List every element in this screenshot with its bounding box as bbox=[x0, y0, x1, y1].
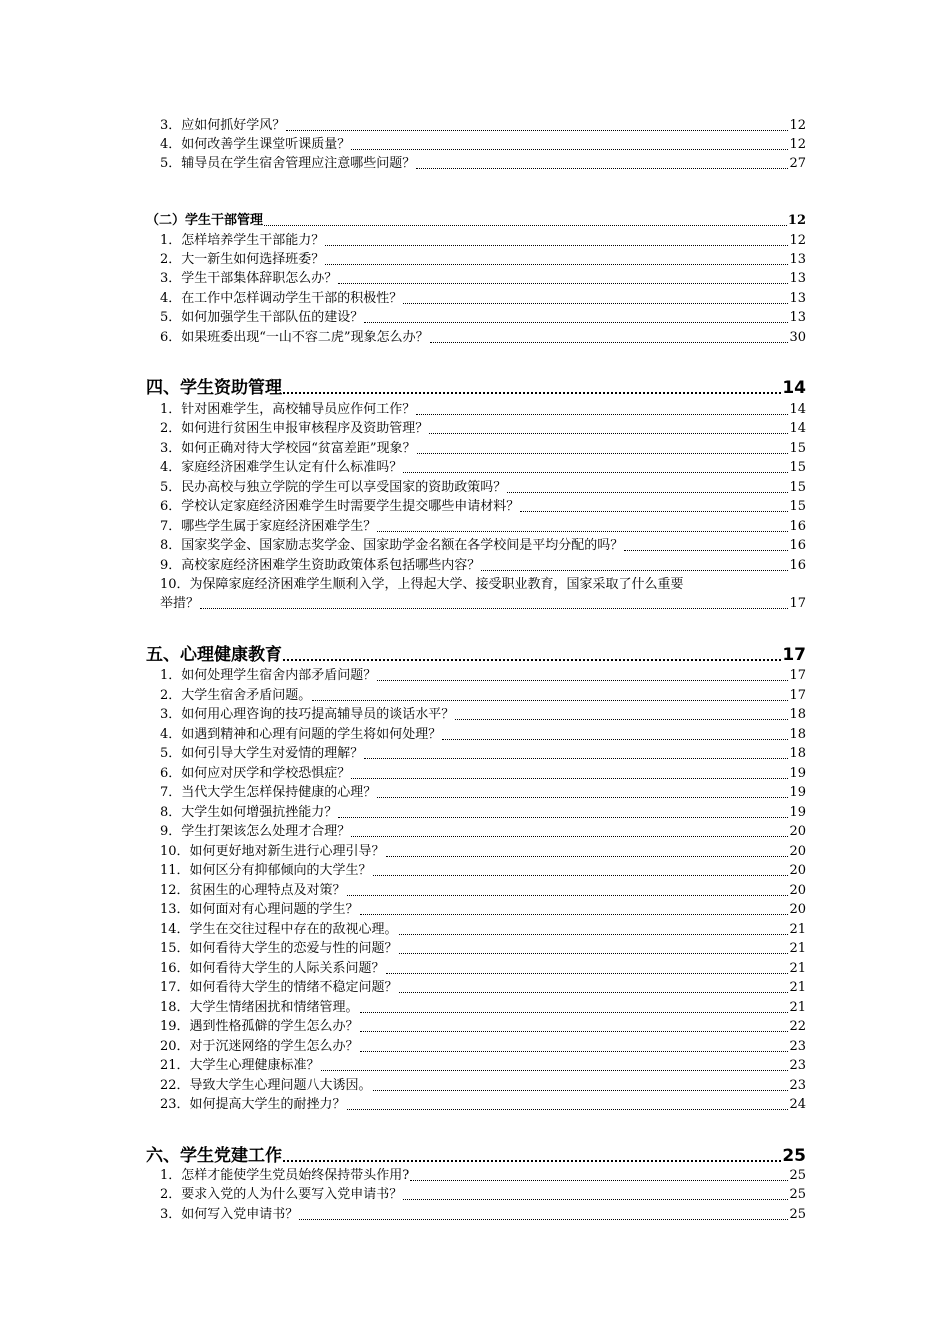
dot-leader bbox=[373, 875, 789, 876]
toc-entry[interactable] bbox=[160, 686, 806, 705]
entry-number: 4． bbox=[160, 291, 182, 306]
entry-page: 14 bbox=[789, 402, 806, 417]
entry-page: 13 bbox=[789, 271, 806, 286]
entry-page: 12 bbox=[789, 233, 806, 248]
toc-entry[interactable] bbox=[160, 881, 806, 900]
entry-number: 5． bbox=[160, 746, 182, 761]
entry-title: 如何用心理咨询的技巧提高辅导员的谈话水平？ bbox=[181, 707, 455, 722]
entry-number: 17． bbox=[160, 980, 190, 995]
toc-entry[interactable] bbox=[160, 900, 806, 919]
section-title: 五、心理健康教育 bbox=[146, 645, 282, 665]
entry-number: 2． bbox=[160, 1187, 182, 1202]
entry-title: 如何加强学生干部队伍的建设？ bbox=[181, 310, 364, 325]
toc-entry[interactable] bbox=[160, 231, 806, 250]
entry-number: 5． bbox=[160, 156, 182, 171]
entry-title: 对于沉迷网络的学生怎么办？ bbox=[189, 1039, 359, 1054]
toc-entry[interactable] bbox=[160, 803, 806, 822]
toc-subsection-heading[interactable] bbox=[146, 211, 806, 231]
entry-title: 如果班委出现“一山不容二虎”现象怎么办？ bbox=[181, 330, 429, 345]
entry-title: 怎样培养学生干部能力？ bbox=[181, 233, 325, 248]
entry-title: 辅导员在学生宿舍管理应注意哪些问题？ bbox=[181, 156, 416, 171]
entry-title: 学生在交往过程中存在的敌视心理。 bbox=[189, 922, 398, 937]
toc-entry[interactable] bbox=[160, 439, 806, 458]
toc-entry[interactable] bbox=[160, 842, 806, 861]
dot-leader bbox=[403, 303, 788, 304]
toc-entry[interactable] bbox=[160, 939, 806, 958]
entry-page: 15 bbox=[789, 480, 806, 495]
dot-leader bbox=[481, 570, 788, 571]
entry-page: 25 bbox=[789, 1187, 806, 1202]
entry-number: 15． bbox=[160, 941, 190, 956]
toc-entry[interactable] bbox=[160, 725, 806, 744]
entry-page: 16 bbox=[789, 519, 806, 534]
toc-entry[interactable] bbox=[160, 959, 806, 978]
dot-leader bbox=[347, 1109, 789, 1110]
dot-leader bbox=[399, 934, 789, 935]
entry-number: 1． bbox=[160, 233, 182, 248]
dot-leader bbox=[264, 225, 787, 226]
entry-title: 如何进行贫困生申报审核程序及资助管理？ bbox=[181, 421, 429, 436]
entry-number: 2． bbox=[160, 688, 182, 703]
entry-page: 25 bbox=[789, 1168, 806, 1183]
entry-title: 如何处理学生宿舍内部矛盾问题？ bbox=[181, 668, 377, 683]
dot-leader bbox=[351, 149, 788, 150]
dot-leader bbox=[399, 953, 789, 954]
entry-page: 21 bbox=[789, 922, 806, 937]
entry-number: 12． bbox=[160, 883, 190, 898]
section-title: 四、学生资助管理 bbox=[146, 378, 282, 398]
toc-entry[interactable] bbox=[160, 458, 806, 477]
entry-number: 5． bbox=[160, 480, 182, 495]
entry-title: 如何区分有抑郁倾向的大学生？ bbox=[189, 863, 372, 878]
entry-number: 22． bbox=[160, 1078, 190, 1093]
dot-leader bbox=[430, 342, 789, 343]
entry-title: 如何改善学生课堂听课质量？ bbox=[181, 137, 351, 152]
entry-page: 30 bbox=[789, 330, 806, 345]
entry-number: 7． bbox=[160, 785, 182, 800]
entry-title: 大学生如何增强抗挫能力？ bbox=[181, 805, 338, 820]
toc-entry[interactable] bbox=[160, 705, 806, 724]
entry-page: 13 bbox=[789, 291, 806, 306]
dot-leader bbox=[377, 531, 788, 532]
toc-entry-wrapped[interactable] bbox=[160, 575, 806, 613]
subsection-title: （二）学生干部管理 bbox=[146, 213, 264, 228]
dot-leader bbox=[321, 1070, 789, 1071]
dot-leader bbox=[360, 1012, 789, 1013]
entry-page: 15 bbox=[789, 460, 806, 475]
entry-page: 24 bbox=[789, 1097, 806, 1112]
section-page: 25 bbox=[782, 1146, 806, 1166]
toc-entry[interactable] bbox=[160, 1037, 806, 1056]
toc-section-heading[interactable] bbox=[146, 1144, 806, 1168]
entry-page: 12 bbox=[789, 137, 806, 152]
toc-entry[interactable] bbox=[160, 666, 806, 685]
entry-number: 9． bbox=[160, 558, 182, 573]
entry-number: 13． bbox=[160, 902, 190, 917]
entry-title: 大学生宿舍矛盾问题。 bbox=[181, 688, 312, 703]
entry-title: 如何应对厌学和学校恐惧症？ bbox=[181, 766, 351, 781]
entry-number: 20． bbox=[160, 1039, 190, 1054]
entry-number: 3． bbox=[160, 118, 182, 133]
toc-entry[interactable] bbox=[160, 1166, 806, 1185]
entry-page: 23 bbox=[789, 1058, 806, 1073]
entry-page: 21 bbox=[789, 980, 806, 995]
dot-leader bbox=[283, 392, 781, 394]
entry-title: 如何看待大学生的情绪不稳定问题？ bbox=[189, 980, 398, 995]
dot-leader bbox=[455, 719, 788, 720]
entry-title: 应如何抓好学风？ bbox=[181, 118, 286, 133]
entry-page: 14 bbox=[789, 421, 806, 436]
entry-title: 如何提高大学生的耐挫力？ bbox=[189, 1097, 346, 1112]
entry-title: 高校家庭经济困难学生资助政策体系包括哪些内容？ bbox=[181, 558, 481, 573]
dot-leader bbox=[520, 511, 788, 512]
entry-page: 18 bbox=[789, 707, 806, 722]
toc-entry[interactable] bbox=[160, 920, 806, 939]
entry-title: 民办高校与独立学院的学生可以享受国家的资助政策吗？ bbox=[181, 480, 507, 495]
entry-number: 5． bbox=[160, 310, 182, 325]
entry-number: 16． bbox=[160, 961, 190, 976]
toc-entry[interactable] bbox=[160, 269, 806, 288]
dot-leader bbox=[403, 1199, 788, 1200]
dot-leader bbox=[200, 608, 788, 609]
dot-leader bbox=[364, 322, 788, 323]
entry-title: 家庭经济困难学生认定有什么标准吗？ bbox=[181, 460, 403, 475]
dot-leader bbox=[347, 895, 789, 896]
entry-title: 大学生心理健康标准？ bbox=[189, 1058, 320, 1073]
entry-number: 3． bbox=[160, 441, 182, 456]
dot-leader bbox=[429, 433, 788, 434]
toc-entry[interactable] bbox=[160, 116, 806, 135]
entry-number: 7． bbox=[160, 519, 182, 534]
entry-page: 15 bbox=[789, 499, 806, 514]
entry-number: 1． bbox=[160, 402, 182, 417]
entry-number: 14． bbox=[160, 922, 190, 937]
entry-page: 18 bbox=[789, 727, 806, 742]
dot-leader bbox=[364, 758, 788, 759]
entry-number: 11． bbox=[160, 863, 190, 878]
entry-page: 16 bbox=[789, 538, 806, 553]
entry-title: 导致大学生心理问题八大诱因。 bbox=[189, 1078, 372, 1093]
toc-entry[interactable] bbox=[160, 135, 806, 154]
entry-page: 13 bbox=[789, 252, 806, 267]
entry-page: 20 bbox=[789, 863, 806, 878]
dot-leader bbox=[360, 1031, 789, 1032]
entry-page: 23 bbox=[789, 1039, 806, 1054]
entry-page: 17 bbox=[789, 668, 806, 683]
entry-number: 3． bbox=[160, 707, 182, 722]
dot-leader bbox=[377, 797, 788, 798]
entry-number: 23． bbox=[160, 1097, 190, 1112]
dot-leader bbox=[410, 1180, 788, 1181]
entry-number: 4． bbox=[160, 460, 182, 475]
dot-leader bbox=[299, 1219, 788, 1220]
entry-title: 针对困难学生，高校辅导员应作何工作？ bbox=[181, 402, 416, 417]
entry-page: 21 bbox=[789, 1000, 806, 1015]
entry-page: 15 bbox=[789, 441, 806, 456]
entry-number: 21． bbox=[160, 1058, 190, 1073]
dot-leader bbox=[507, 492, 788, 493]
entry-page: 20 bbox=[789, 883, 806, 898]
entry-title: 要求入党的人为什么要写入党申请书？ bbox=[181, 1187, 403, 1202]
dot-leader bbox=[351, 836, 788, 837]
entry-page: 19 bbox=[789, 805, 806, 820]
entry-number: 9． bbox=[160, 824, 182, 839]
dot-leader bbox=[386, 973, 789, 974]
entry-title: 国家奖学金、国家励志奖学金、国家助学金名额在各学校间是平均分配的吗？ bbox=[181, 538, 624, 553]
toc-entry[interactable] bbox=[160, 289, 806, 308]
entry-title: 怎样才能使学生党员始终保持带头作用? bbox=[181, 1168, 410, 1183]
dot-leader bbox=[338, 283, 788, 284]
toc-entry[interactable] bbox=[160, 154, 806, 173]
dot-leader bbox=[624, 550, 788, 551]
toc-entry[interactable] bbox=[160, 1056, 806, 1075]
dot-leader bbox=[338, 817, 788, 818]
entry-number: 3． bbox=[160, 271, 182, 286]
dot-leader bbox=[360, 914, 789, 915]
entry-page: 18 bbox=[789, 746, 806, 761]
toc-entry[interactable] bbox=[160, 328, 806, 347]
entry-page: 27 bbox=[789, 156, 806, 171]
entry-title: 遇到性格孤僻的学生怎么办？ bbox=[189, 1019, 359, 1034]
toc-entry[interactable] bbox=[160, 517, 806, 536]
entry-number: 2． bbox=[160, 421, 182, 436]
toc-entry[interactable] bbox=[160, 861, 806, 880]
entry-title: 如何更好地对新生进行心理引导？ bbox=[189, 844, 385, 859]
toc-entry[interactable] bbox=[160, 1205, 806, 1224]
entry-title: 在工作中怎样调动学生干部的积极性？ bbox=[181, 291, 403, 306]
entry-title: 如何引导大学生对爱情的理解？ bbox=[181, 746, 364, 761]
section-page: 17 bbox=[782, 645, 806, 665]
entry-title: 学生打架该怎么处理才合理？ bbox=[181, 824, 351, 839]
subsection-page: 12 bbox=[787, 213, 806, 228]
entry-page: 21 bbox=[789, 961, 806, 976]
entry-number: 3． bbox=[160, 1207, 182, 1222]
section-page: 14 bbox=[782, 378, 806, 398]
dot-leader bbox=[416, 414, 788, 415]
section-title: 六、学生党建工作 bbox=[146, 1146, 282, 1166]
entry-title: 贫困生的心理特点及对策？ bbox=[189, 883, 346, 898]
toc-entry[interactable] bbox=[160, 1095, 806, 1114]
entry-page: 12 bbox=[789, 118, 806, 133]
dot-leader bbox=[312, 700, 788, 701]
dot-leader bbox=[325, 264, 788, 265]
toc-entry[interactable] bbox=[160, 536, 806, 555]
toc-entry[interactable] bbox=[160, 822, 806, 841]
entry-number: 6． bbox=[160, 330, 182, 345]
toc-entry[interactable] bbox=[160, 478, 806, 497]
entry-title-line1: 10．为保障家庭经济困难学生顺利入学，上得起大学、接受职业教育，国家采取了什么重要 bbox=[160, 577, 684, 592]
toc-entry[interactable] bbox=[160, 764, 806, 783]
toc-entry[interactable] bbox=[160, 308, 806, 327]
entry-title: 大一新生如何选择班委？ bbox=[181, 252, 325, 267]
entry-number: 6． bbox=[160, 499, 182, 514]
entry-number: 4． bbox=[160, 137, 182, 152]
entry-title: 如遇到精神和心理有问题的学生将如何处理？ bbox=[181, 727, 442, 742]
entry-page: 19 bbox=[789, 766, 806, 781]
entry-number: 1． bbox=[160, 668, 182, 683]
dot-leader bbox=[283, 1160, 781, 1162]
entry-page: 13 bbox=[789, 310, 806, 325]
entry-page: 17 bbox=[789, 596, 806, 611]
entry-number: 6． bbox=[160, 766, 182, 781]
entry-page: 17 bbox=[789, 688, 806, 703]
entry-number: 18． bbox=[160, 1000, 190, 1015]
dot-leader bbox=[377, 680, 788, 681]
toc-entry[interactable] bbox=[160, 1076, 806, 1095]
dot-leader bbox=[373, 1090, 789, 1091]
dot-leader bbox=[403, 472, 788, 473]
dot-leader bbox=[386, 856, 789, 857]
toc-entry[interactable] bbox=[160, 400, 806, 419]
entry-page: 19 bbox=[789, 785, 806, 800]
entry-page: 20 bbox=[789, 844, 806, 859]
toc-entry[interactable] bbox=[160, 556, 806, 575]
toc-entry[interactable] bbox=[160, 744, 806, 763]
entry-title: 学校认定家庭经济困难学生时需要学生提交哪些申请材料？ bbox=[181, 499, 520, 514]
entry-title: 如何写入党申请书？ bbox=[181, 1207, 299, 1222]
toc-entry[interactable] bbox=[160, 250, 806, 269]
entry-number: 2． bbox=[160, 252, 182, 267]
dot-leader bbox=[286, 130, 788, 131]
entry-title: 如何看待大学生的人际关系问题？ bbox=[189, 961, 385, 976]
toc-entry[interactable] bbox=[160, 1017, 806, 1036]
dot-leader bbox=[417, 453, 789, 454]
toc-entry[interactable] bbox=[160, 978, 806, 997]
toc-section-heading[interactable] bbox=[146, 376, 806, 400]
entry-page: 16 bbox=[789, 558, 806, 573]
entry-number: 8． bbox=[160, 538, 182, 553]
entry-page: 22 bbox=[789, 1019, 806, 1034]
dot-leader bbox=[416, 168, 788, 169]
toc-entry[interactable] bbox=[160, 998, 806, 1017]
entry-title: 当代大学生怎样保持健康的心理？ bbox=[181, 785, 377, 800]
entry-page: 21 bbox=[789, 941, 806, 956]
entry-number: 19． bbox=[160, 1019, 190, 1034]
entry-title: 大学生情绪困扰和情绪管理。 bbox=[189, 1000, 359, 1015]
entry-title: 哪些学生属于家庭经济困难学生？ bbox=[181, 519, 377, 534]
entry-title-line2: 举措？ bbox=[160, 596, 200, 611]
entry-page: 20 bbox=[789, 902, 806, 917]
entry-number: 10． bbox=[160, 844, 190, 859]
dot-leader bbox=[325, 245, 788, 246]
entry-page: 20 bbox=[789, 824, 806, 839]
entry-title: 学生干部集体辞职怎么办？ bbox=[181, 271, 338, 286]
toc-entry[interactable] bbox=[160, 1185, 806, 1204]
entry-title: 如何看待大学生的恋爱与性的问题？ bbox=[189, 941, 398, 956]
toc-entry[interactable] bbox=[160, 497, 806, 516]
entry-page: 25 bbox=[789, 1207, 806, 1222]
entry-number: 1． bbox=[160, 1168, 182, 1183]
toc-section-heading[interactable] bbox=[146, 643, 806, 667]
toc-entry[interactable] bbox=[160, 783, 806, 802]
dot-leader bbox=[351, 778, 788, 779]
entry-title: 如何正确对待大学校园“贫富差距”现象？ bbox=[181, 441, 416, 456]
toc-entry[interactable] bbox=[160, 419, 806, 438]
dot-leader bbox=[442, 739, 788, 740]
dot-leader bbox=[399, 992, 789, 993]
dot-leader bbox=[283, 659, 781, 661]
entry-page: 23 bbox=[789, 1078, 806, 1093]
dot-leader bbox=[360, 1051, 789, 1052]
entry-number: 8． bbox=[160, 805, 182, 820]
entry-number: 4． bbox=[160, 727, 182, 742]
entry-title: 如何面对有心理问题的学生？ bbox=[189, 902, 359, 917]
